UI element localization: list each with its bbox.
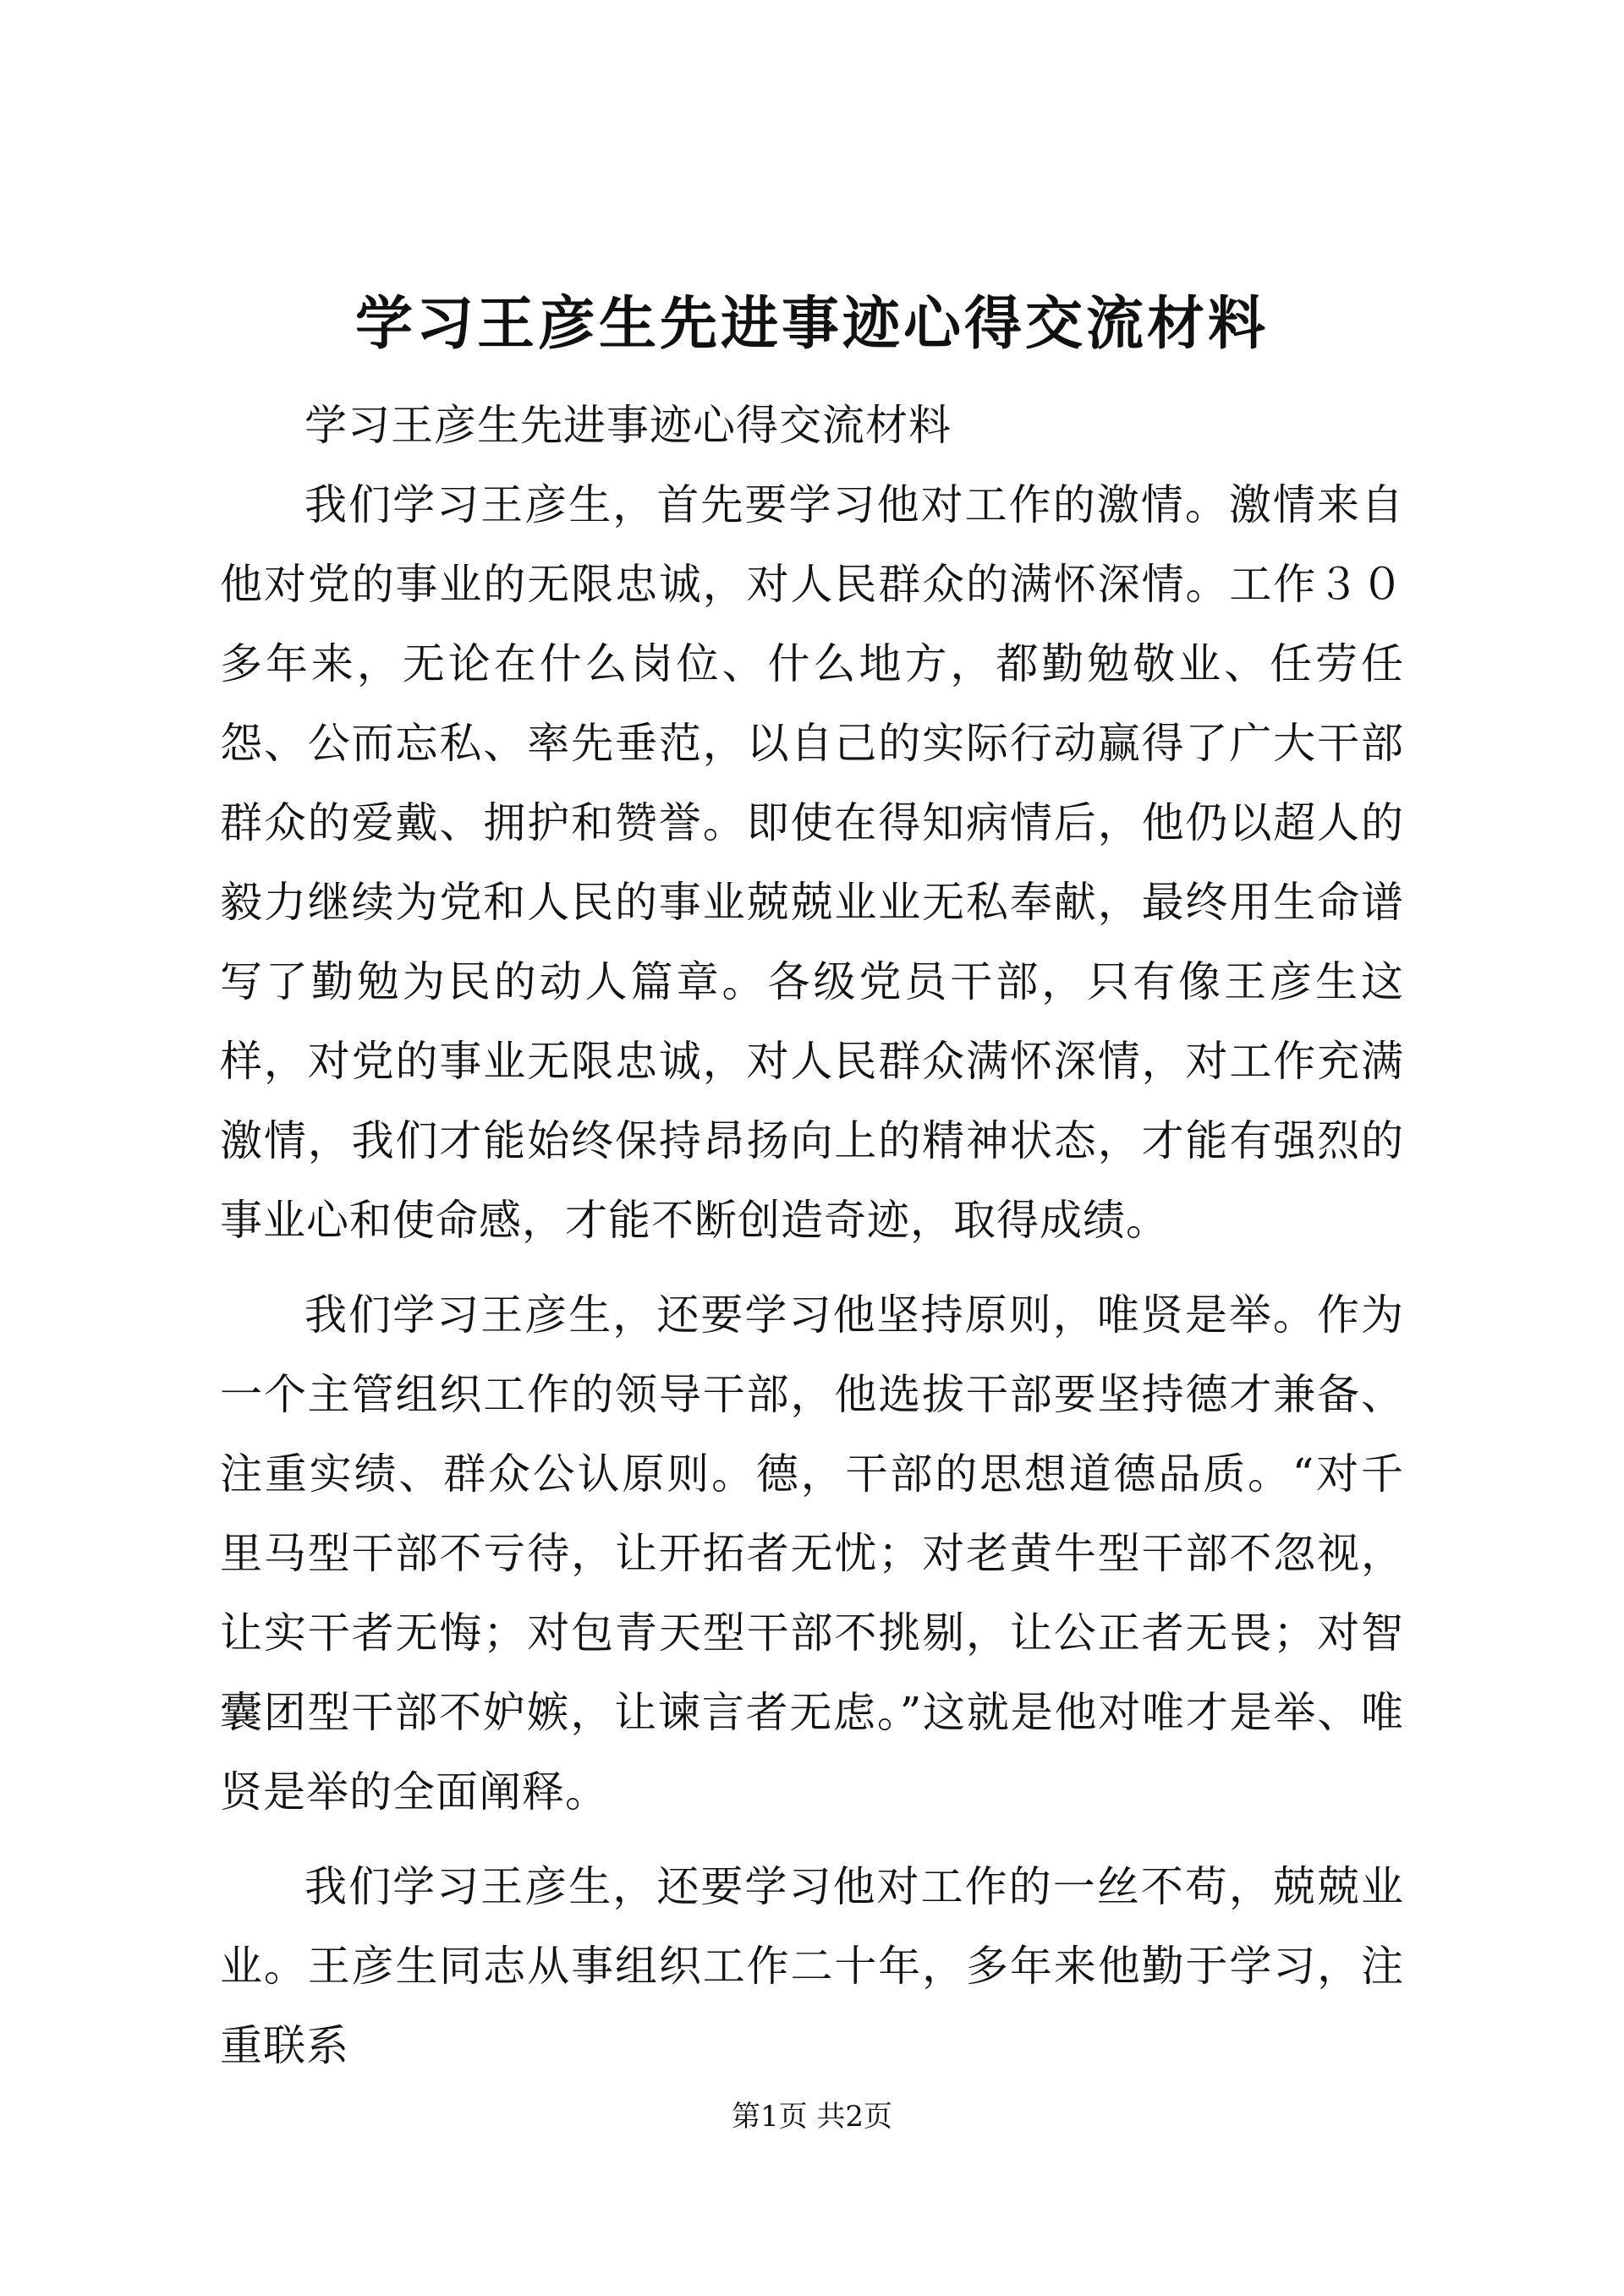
page-number-label: 第1页 共2页	[731, 2100, 893, 2134]
paragraph-spacer	[220, 1260, 1404, 1275]
body-paragraph-1: 我们学习王彦生，首先要学习他对工作的激情。激情来自他对党的事业的无限忠诚，对人民群众的满怀深情。工作３０多年来，无论在什么岗位、什么地方，都勤勉敬业、任劳任怨、公而忘私、率先垂范，以自己的实际行动赢得了广大干部群众的爱戴、拥护和赞誉。即使在得知病情后，他仍以超人的毅力继续为党和人民的事业兢兢业业无私奉献，最终用生命谱写了勤勉为民的动人篇章。各级党员干部，只有像王彦生这样，对党的事业无限忠诚，对人民群众满怀深情，对工作充满激情，我们才能始终保持昂扬向上的精神状态，才能有强烈的事业心和使命感，才能不断创造奇迹，取得成绩。	[220, 480, 1404, 1245]
subtitle-paragraph: 学习王彦生先进事迹心得交流材料	[304, 401, 952, 450]
body-paragraph-3: 我们学习王彦生，还要学习他对工作的一丝不苟，兢兢业业。王彦生同志从事组织工作二十年，多年来他勤于学习，注重联系	[220, 1862, 1404, 2070]
paragraph-spacer	[220, 1832, 1404, 1847]
body-paragraph-2: 我们学习王彦生，还要学习他坚持原则，唯贤是举。作为一个主管组织工作的领导干部，他选拔干部要坚持德才兼备、注重实绩、群众公认原则。德，干部的思想道德品质。“对千里马型干部不亏待，让开拓者无忧；对老黄牛型干部不忽视，让实干者无悔；对包青天型干部不挑剔，让公正者无畏；对智囊团型干部不妒嫉，让谏言者无虑。”这就是他对唯才是举、唯贤是举的全面阐释。	[220, 1290, 1404, 1817]
page-footer	[0, 2096, 1624, 2138]
document-body	[220, 386, 1404, 2085]
document-title: 学习王彦生先进事迹心得交流材料	[354, 290, 1269, 358]
